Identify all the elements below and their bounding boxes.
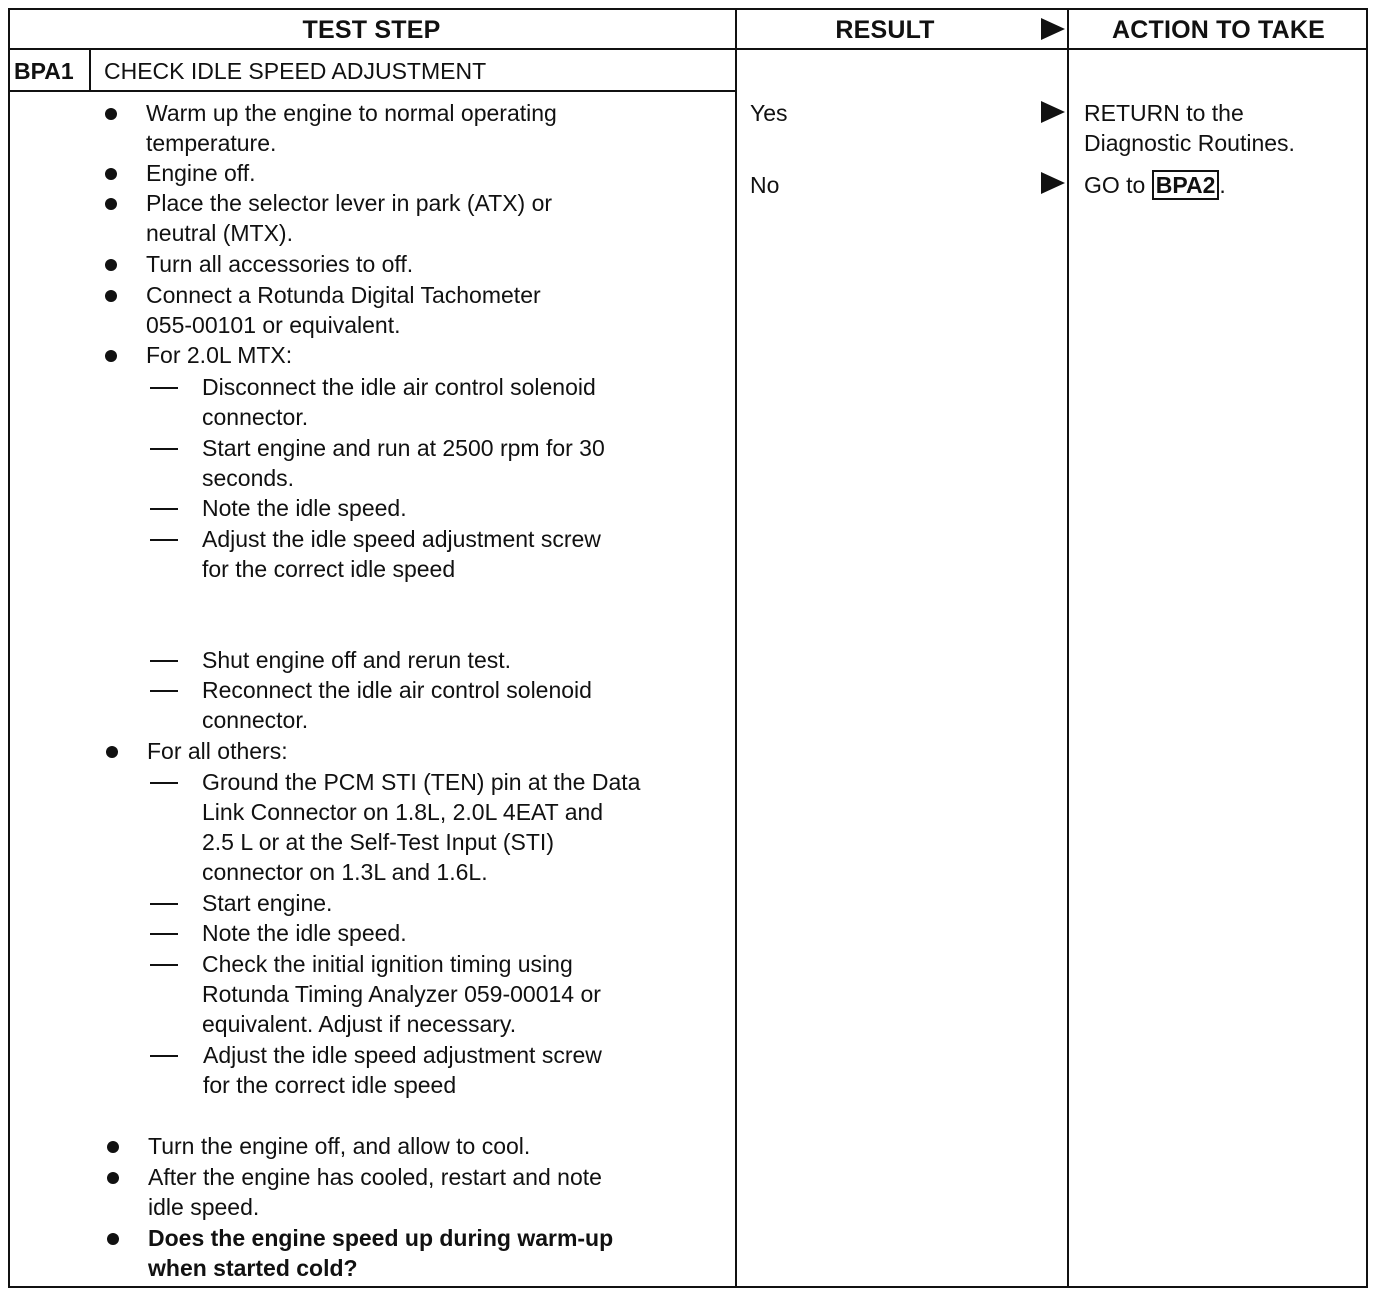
step-title: CHECK IDLE SPEED ADJUSTMENT — [104, 58, 487, 84]
action-no-ref-link[interactable]: BPA2 — [1152, 170, 1220, 200]
action-no-suffix: . — [1219, 172, 1226, 198]
bullet-icon — [107, 1141, 119, 1153]
step-line: Disconnect the idle air control solenoid — [202, 374, 596, 400]
step-question: when started cold? — [148, 1255, 358, 1281]
step-line: Turn all accessories to off. — [146, 251, 414, 277]
dash-icon — [150, 933, 178, 935]
dash-icon — [150, 690, 178, 692]
step-line: equivalent. Adjust if necessary. — [202, 1011, 517, 1037]
dash-icon — [150, 387, 178, 389]
bullet-icon — [105, 108, 117, 120]
bullet-icon — [107, 1233, 119, 1245]
step-line: neutral (MTX). — [146, 220, 293, 246]
dash-icon — [150, 1055, 178, 1057]
column-divider-result — [735, 8, 737, 1288]
result-no: No — [750, 172, 780, 198]
header-test-step: TEST STEP — [302, 15, 441, 44]
header-action: ACTION TO TAKE — [1112, 15, 1325, 44]
step-line: Engine off. — [146, 160, 256, 186]
step-line: For all others: — [147, 738, 288, 764]
step-question: Does the engine speed up during warm-up — [148, 1225, 614, 1251]
dash-icon — [150, 660, 178, 662]
step-id: BPA1 — [14, 58, 74, 84]
bullet-icon — [106, 746, 118, 758]
step-line: 055-00101 or equivalent. — [146, 312, 401, 338]
step-line: Connect a Rotunda Digital Tachometer — [146, 282, 541, 308]
bullet-icon — [105, 290, 117, 302]
step-line: connector on 1.3L and 1.6L. — [202, 859, 488, 885]
bullet-icon — [107, 1172, 119, 1184]
step-line: 2.5 L or at the Self-Test Input (STI) — [202, 829, 554, 855]
step-line: Start engine. — [202, 890, 333, 916]
step-line: idle speed. — [148, 1194, 260, 1220]
step-id-divider — [89, 48, 91, 92]
step-line: Shut engine off and rerun test. — [202, 647, 512, 673]
dash-icon — [150, 448, 178, 450]
step-line: Note the idle speed. — [202, 920, 407, 946]
result-no-arrow-icon — [1041, 172, 1065, 194]
dash-icon — [150, 539, 178, 541]
bullet-icon — [105, 259, 117, 271]
step-line: Note the idle speed. — [202, 495, 407, 521]
dash-icon — [150, 782, 178, 784]
dash-icon — [150, 964, 178, 966]
header-arrow-icon — [1041, 18, 1065, 40]
step-line: Adjust the idle speed adjustment screw — [203, 1042, 602, 1068]
result-yes: Yes — [750, 100, 788, 126]
step-line: Turn the engine off, and allow to cool. — [148, 1133, 531, 1159]
bullet-icon — [105, 350, 117, 362]
column-divider-action — [1067, 8, 1069, 1288]
step-title-underline — [8, 90, 737, 92]
result-yes-arrow-icon — [1041, 101, 1065, 123]
step-line: connector. — [202, 707, 309, 733]
bullet-icon — [105, 198, 117, 210]
step-line: Warm up the engine to normal operating — [146, 100, 557, 126]
header-result: RESULT — [835, 15, 935, 44]
step-line: Ground the PCM STI (TEN) pin at the Data — [202, 769, 641, 795]
action-no-prefix: GO to — [1084, 172, 1152, 198]
step-line: for the correct idle speed — [203, 1072, 457, 1098]
step-line: Start engine and run at 2500 rpm for 30 — [202, 435, 605, 461]
step-line: connector. — [202, 404, 309, 430]
bullet-icon — [105, 168, 117, 180]
action-yes-line-2: Diagnostic Routines. — [1084, 130, 1295, 156]
step-line: Rotunda Timing Analyzer 059-00014 or — [202, 981, 601, 1007]
action-yes-line-1: RETURN to the — [1084, 100, 1244, 126]
step-line: Reconnect the idle air control solenoid — [202, 677, 592, 703]
step-line: seconds. — [202, 465, 295, 491]
step-line: Place the selector lever in park (ATX) or — [146, 190, 553, 216]
step-line: For 2.0L MTX: — [146, 342, 293, 368]
step-line: temperature. — [146, 130, 277, 156]
step-line: for the correct idle speed — [202, 556, 456, 582]
dash-icon — [150, 508, 178, 510]
step-line: Check the initial ignition timing using — [202, 951, 573, 977]
action-no — [1084, 170, 1226, 200]
step-line: Adjust the idle speed adjustment screw — [202, 526, 601, 552]
step-line: After the engine has cooled, restart and note — [148, 1164, 602, 1190]
step-line: Link Connector on 1.8L, 2.0L 4EAT and — [202, 799, 604, 825]
dash-icon — [150, 903, 178, 905]
